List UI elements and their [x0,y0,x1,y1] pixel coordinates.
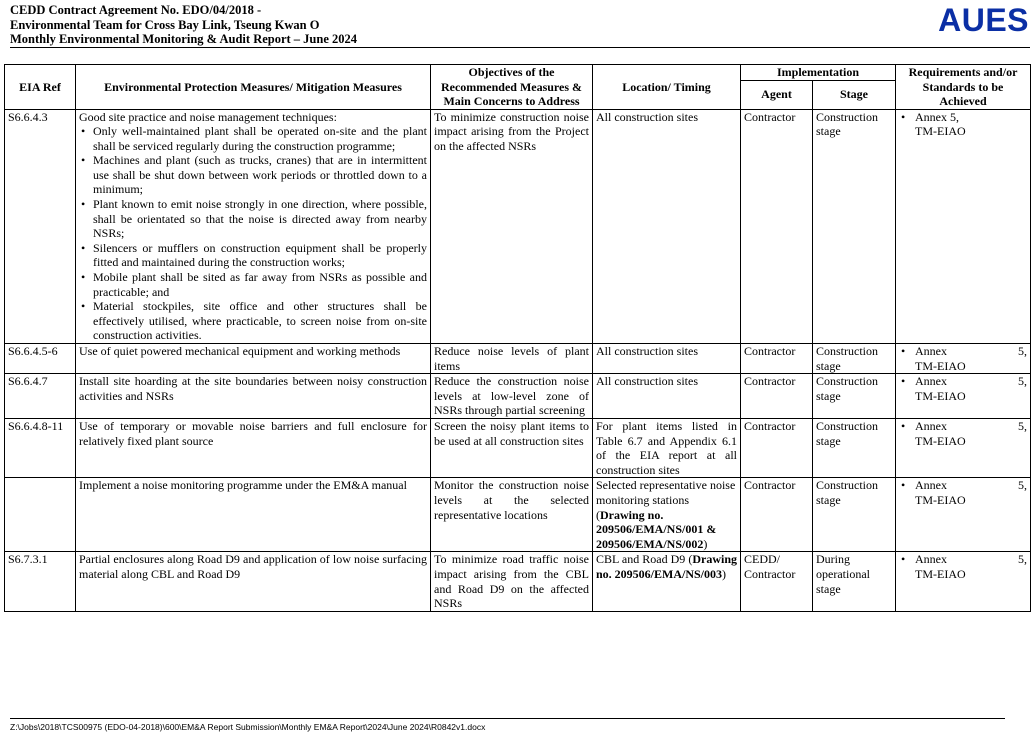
requirement-item [899,374,1027,403]
objective-cell: To minimize road traffic noise impact arising from the CBL and Road D9 on the affected NSRs [431,552,593,611]
eia-ref-cell: S6.6.4.7 [5,374,76,419]
requirement-annex: • Annex [915,418,947,433]
requirement-item [899,478,1027,507]
requirements-cell [896,552,1031,611]
header-stage: Stage [813,80,896,109]
list-item: • Only well-maintained plant shall be operated on-site and the plant shall be serviced regularly during the construction programme; [93,124,427,153]
requirement-item [899,110,1027,139]
list-item: • Material stockpiles, site office and other structures shall be effectively utilised, where practicable, to screen noise from on-site construction activities. [93,299,427,343]
measure-cell: Use of quiet powered mechanical equipment and working methods [76,344,431,374]
measure-cell: Implement a noise monitoring programme under the EM&A manual [76,478,431,552]
footer-file-path: Z:\Jobs\2018\TCS00975 (EDO-04-2018)\600\EM&A Report Submission\Monthly EM&A Report\2024\June 2024\R0842v1.docx [10,722,486,732]
header-objectives: Objectives of the Recommended Measures & Main Concerns to Address [431,65,593,110]
stage-cell: Construction stage [813,418,896,477]
requirement-number: 5, [1018,344,1027,358]
requirement-annex: • Annex [915,552,947,567]
measure-cell [76,109,431,344]
measure-intro: Good site practice and noise management techniques: [79,109,337,124]
requirement-number: 5, [1018,478,1027,493]
aues-logo: AUES [938,2,1029,38]
table-row [5,109,1031,344]
header-team-line: Environmental Team for Cross Bay Link, Tseung Kwan O [10,17,320,32]
report-header [10,3,1030,47]
mitigation-measures-table [4,64,1031,612]
requirement-annex: • Annex [915,374,947,389]
location-text: Selected representative noise monitoring stations ( [596,478,736,522]
table-row [5,374,1031,419]
footer-divider [10,718,1005,719]
requirement-standard: TM-EIAO [915,124,966,139]
agent-cell: CEDD/ Contractor [741,552,813,611]
list-item: • Plant known to emit noise strongly in one direction, where possible, shall be orientated so that the noise is directed away from nearby NSRs; [93,197,427,241]
requirements-cell [896,478,1031,552]
measure-cell: Partial enclosures along Road D9 and application of low noise surfacing material along CBL and Road D9 [76,552,431,611]
measure-cell: Use of temporary or movable noise barriers and full enclosure for relatively fixed plant source [76,418,431,477]
objective-cell: To minimize construction noise impact arising from the Project on the affected NSRs [431,109,593,344]
header-requirements: Requirements and/or Standards to be Achieved [896,65,1031,110]
requirement-standard: TM-EIAO [915,388,966,403]
list-item: • Machines and plant (such as trucks, cranes) that are in intermittent use shall be shut down between work periods or throttled down to a minimum; [93,153,427,197]
header-location-timing: Location/ Timing [593,65,741,110]
header-agent: Agent [741,80,813,109]
location-text: CBL and Road D9 ( [596,552,693,567]
measure-cell: Install site hoarding at the site boundaries between noisy construction activities and NSRs [76,374,431,419]
header-report-line: Monthly Environmental Monitoring & Audit Report – June 2024 [10,32,358,46]
objective-cell: Reduce the construction noise levels at low-level zone of NSRs through partial screening [431,374,593,419]
agent-cell: Contractor [741,344,813,374]
stage-cell: Construction stage [813,478,896,552]
stage-cell: Construction stage [813,109,896,344]
requirement-annex: • Annex [915,344,947,358]
stage-cell: Construction stage [813,374,896,419]
requirements-cell [896,418,1031,477]
agent-cell: Contractor [741,374,813,419]
list-item: • Silencers or mufflers on construction equipment shall be properly fitted and maintained during the construction works; [93,241,427,270]
agent-cell: Contractor [741,418,813,477]
requirement-standard: TM-EIAO [915,492,966,507]
requirement-number: 5, [1018,374,1027,389]
requirements-cell [896,109,1031,344]
requirement-item [899,344,1027,373]
requirement-annex: • Annex 5, [915,109,959,124]
location-cell: All construction sites [593,344,741,374]
location-text-end: ) [703,536,708,551]
table-row [5,418,1031,477]
eia-ref-cell: S6.7.3.1 [5,552,76,611]
table-row [5,344,1031,374]
requirement-number: 5, [1018,418,1027,433]
drawing-reference: Drawing no. 209506/EMA/NS/003 [596,552,737,581]
requirement-standard: TM-EIAO [915,433,966,448]
requirement-standard: TM-EIAO [915,566,966,581]
eia-ref-cell: S6.6.4.8-11 [5,418,76,477]
location-cell [593,552,741,611]
requirement-standard: TM-EIAO [915,358,966,373]
location-cell [593,478,741,552]
agent-cell: Contractor [741,478,813,552]
requirement-number: 5, [1018,552,1027,567]
header-divider [10,47,1030,48]
eia-ref-cell [5,478,76,552]
requirement-item [899,552,1027,581]
requirements-cell [896,374,1031,419]
objective-cell: Monitor the construction noise levels at the selected representative locations [431,478,593,552]
location-text-end: ) [722,566,727,581]
objective-cell: Screen the noisy plant items to be used at all construction sites [431,418,593,477]
location-cell: All construction sites [593,109,741,344]
eia-ref-cell: S6.6.4.3 [5,109,76,344]
header-contract-line: CEDD Contract Agreement No. EDO/04/2018 - [10,3,262,17]
requirement-annex: • Annex [915,478,947,493]
header-implementation: Implementation [741,65,896,81]
requirements-cell [896,344,1031,374]
table-row [5,552,1031,611]
agent-cell: Contractor [741,109,813,344]
list-item: • Mobile plant shall be sited as far away from NSRs as possible and practicable; and [93,270,427,299]
location-cell: For plant items listed in Table 6.7 and Appendix 6.1 of the EIA report at all construction sites [593,418,741,477]
table-row [5,478,1031,552]
stage-cell: Construction stage [813,344,896,374]
requirement-item [899,419,1027,448]
location-cell: All construction sites [593,374,741,419]
eia-ref-cell: S6.6.4.5-6 [5,344,76,374]
header-measures: Environmental Protection Measures/ Mitigation Measures [76,65,431,110]
stage-cell: During operational stage [813,552,896,611]
objective-cell: Reduce noise levels of plant items [431,344,593,374]
header-eia-ref: EIA Ref [5,65,76,110]
drawing-reference: Drawing no. 209506/EMA/NS/001 & 209506/EMA/NS/002 [596,507,717,551]
measure-bullet-list [79,124,427,343]
